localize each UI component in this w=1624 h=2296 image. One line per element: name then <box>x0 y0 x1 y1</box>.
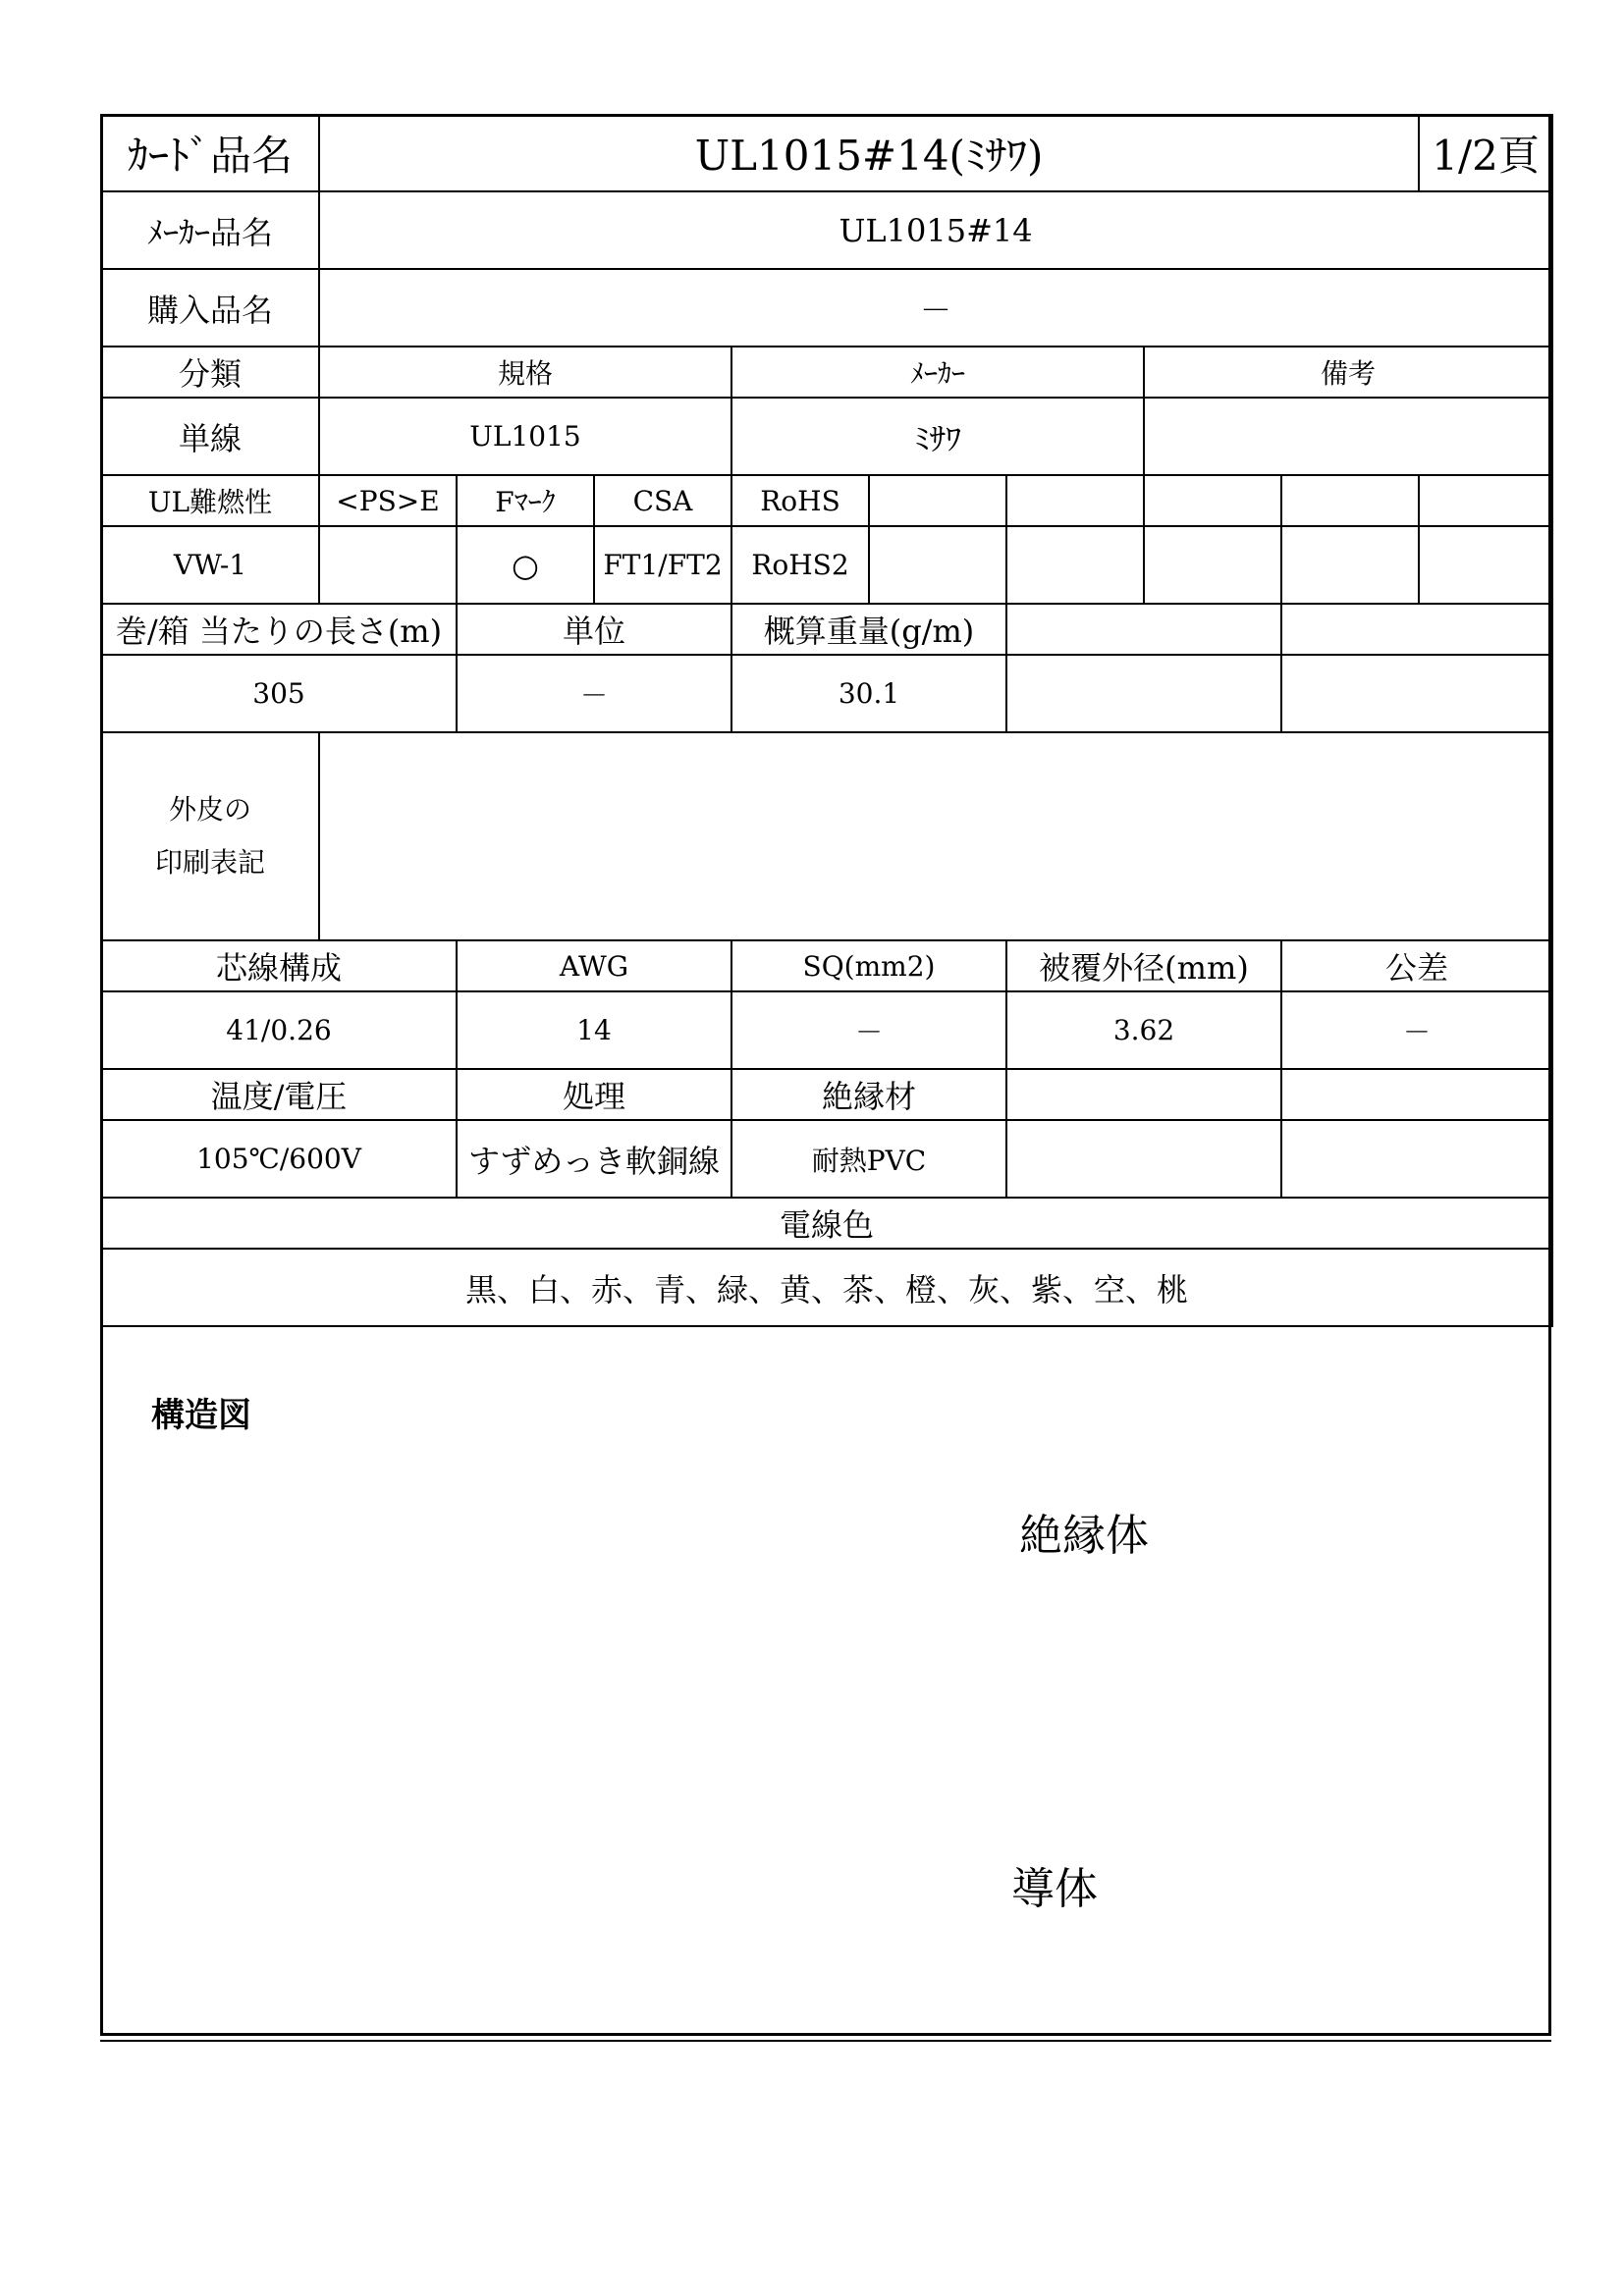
remarks-header: 備考 <box>1144 347 1552 398</box>
treatment-value: すずめっき軟銅線 <box>457 1120 731 1198</box>
length-per-reel-header: 巻/箱 当たりの長さ(m) <box>101 604 457 655</box>
unit-value: － <box>457 655 731 732</box>
tolerance-value: － <box>1281 991 1552 1069</box>
insulator-label: 絶縁体 <box>1019 1511 1149 1561</box>
outer-diameter-header: 被覆外径(mm) <box>1006 940 1281 991</box>
std-header-ul: UL難燃性 <box>101 475 319 526</box>
std-header-pse: <PS>E <box>319 475 457 526</box>
unit-header: 単位 <box>457 604 731 655</box>
classification-value: 単線 <box>101 398 319 475</box>
print-marking-label-line1: 外皮の <box>168 793 251 826</box>
maker-name-value: UL1015#14 <box>319 191 1552 269</box>
temp-voltage-value: 105℃/600V <box>101 1120 457 1198</box>
std-value-fmark: ○ <box>457 526 594 604</box>
awg-value: 14 <box>457 991 731 1069</box>
standard-header: 規格 <box>319 347 731 398</box>
insulation-material-header: 絶縁材 <box>731 1069 1006 1120</box>
core-construction-header: 芯線構成 <box>101 940 457 991</box>
std-header-fmark: Fﾏｰｸ <box>457 475 594 526</box>
bottom-double-rule <box>100 2040 1551 2042</box>
std-value-ul: VW-1 <box>101 526 319 604</box>
std-value-rohs: RoHS2 <box>731 526 869 604</box>
standard-value: UL1015 <box>319 398 731 475</box>
std-header-csa: CSA <box>594 475 731 526</box>
length-per-reel-value: 305 <box>101 655 457 732</box>
insulation-material-value: 耐熱PVC <box>731 1120 1006 1198</box>
card-name-value: UL1015#14(ﾐｻﾜ) <box>319 115 1419 191</box>
maker-name-label: ﾒｰｶｰ品名 <box>101 191 319 269</box>
maker-value: ﾐｻﾜ <box>731 398 1144 475</box>
print-marking-label-line2: 印刷表記 <box>154 846 265 879</box>
weight-value: 30.1 <box>731 655 1006 732</box>
card-name-label: ｶｰﾄﾞ品名 <box>101 115 319 191</box>
std-header-rohs: RoHS <box>731 475 869 526</box>
wire-color-value: 黒、白、赤、青、緑、黄、茶、橙、灰、紫、空、桃 <box>101 1249 1552 1326</box>
structure-diagram-title: 構造図 <box>151 1396 251 1435</box>
outer-diameter-value: 3.62 <box>1006 991 1281 1069</box>
purchase-name-label: 購入品名 <box>101 269 319 347</box>
temp-voltage-header: 温度/電圧 <box>101 1069 457 1120</box>
conductor-label: 導体 <box>1011 1864 1098 1914</box>
structure-diagram-area <box>100 1325 1551 2036</box>
classification-header: 分類 <box>101 347 319 398</box>
sq-header: SQ(mm2) <box>731 940 1006 991</box>
page-indicator: 1/2頁 <box>1419 115 1552 191</box>
tolerance-header: 公差 <box>1281 940 1552 991</box>
treatment-header: 処理 <box>457 1069 731 1120</box>
wire-color-header: 電線色 <box>101 1198 1552 1249</box>
core-construction-value: 41/0.26 <box>101 991 457 1069</box>
awg-header: AWG <box>457 940 731 991</box>
purchase-name-value: － <box>319 269 1552 347</box>
maker-header: ﾒｰｶｰ <box>731 347 1144 398</box>
std-value-csa: FT1/FT2 <box>594 526 731 604</box>
sq-value: － <box>731 991 1006 1069</box>
weight-header: 概算重量(g/m) <box>731 604 1006 655</box>
